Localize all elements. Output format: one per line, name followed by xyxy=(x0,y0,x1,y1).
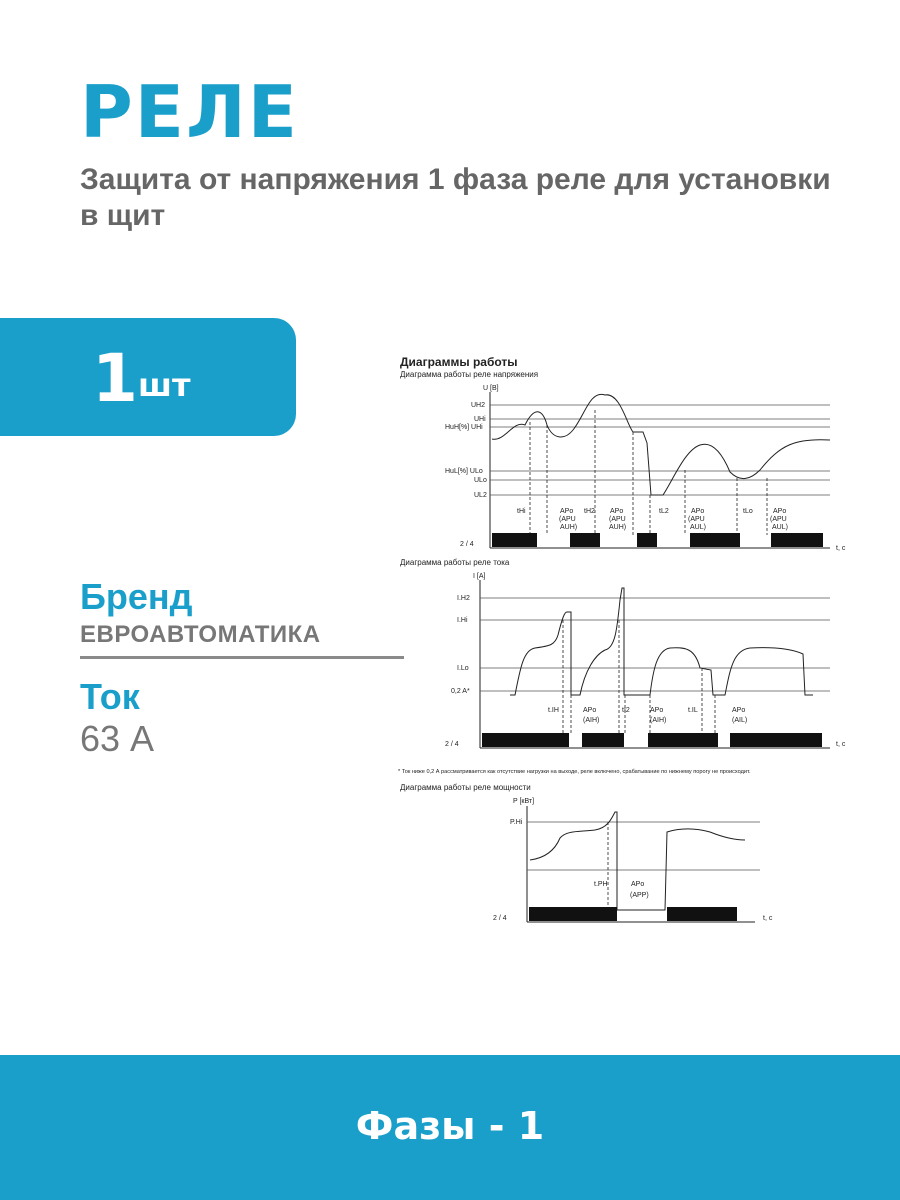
svg-text:tHi: tHi xyxy=(517,508,526,515)
power-level: P.Hi xyxy=(510,819,523,826)
power-timer-labels xyxy=(594,881,649,899)
product-subtitle: Защита от напряжения 1 фаза реле для установки в щит xyxy=(80,163,831,232)
svg-text:AUL): AUL) xyxy=(690,524,706,531)
current-level: I.H2 xyxy=(457,595,470,602)
svg-text:(AIH): (AIH) xyxy=(650,717,667,724)
voltage-title: Диаграмма работы реле напряжения xyxy=(400,370,539,379)
svg-text:t.IL: t.IL xyxy=(688,707,698,714)
current-level: I.Hi xyxy=(457,617,468,624)
svg-text:(APU: (APU xyxy=(559,516,576,523)
svg-text:APo: APo xyxy=(610,508,624,515)
svg-text:APo: APo xyxy=(691,508,705,515)
current-output-label: 2 / 4 xyxy=(445,741,459,748)
svg-text:APo: APo xyxy=(560,508,574,515)
current-label: Ток xyxy=(80,676,140,717)
quantity-number: 1 xyxy=(92,340,138,417)
operation-diagrams xyxy=(395,350,890,930)
svg-text:tI2: tI2 xyxy=(622,707,630,714)
voltage-diagram xyxy=(400,370,846,552)
product-title: РЕЛЕ xyxy=(80,70,299,154)
svg-text:(APP): (APP) xyxy=(630,892,649,899)
svg-text:(APU: (APU xyxy=(688,516,705,523)
current-timer-labels xyxy=(548,707,747,724)
voltage-level: UHi xyxy=(474,416,486,423)
svg-text:APo: APo xyxy=(732,707,746,714)
svg-text:APo: APo xyxy=(650,707,664,714)
svg-text:(AIH): (AIH) xyxy=(583,717,600,724)
power-title: Диаграмма работы реле мощности xyxy=(400,783,531,792)
voltage-axis-y: U [B] xyxy=(483,385,499,392)
svg-text:t.IH: t.IH xyxy=(548,707,559,714)
voltage-axis-x: t, c xyxy=(836,545,846,552)
power-axis-y: P [кВт] xyxy=(513,798,535,805)
power-axis-x: t, c xyxy=(763,915,773,922)
svg-text:APo: APo xyxy=(773,508,787,515)
svg-text:AUH): AUH) xyxy=(560,524,578,531)
current-diagram xyxy=(398,558,846,775)
brand-value: ЕВРОАВТОМАТИКА xyxy=(80,621,321,648)
svg-text:APo: APo xyxy=(631,881,645,888)
svg-text:(APU: (APU xyxy=(770,516,787,523)
voltage-level: ULo xyxy=(474,477,487,484)
current-level: 0,2 A* xyxy=(451,688,470,695)
svg-text:(AIL): (AIL) xyxy=(732,717,748,724)
quantity-unit: шт xyxy=(138,366,191,404)
svg-text:(APU: (APU xyxy=(609,516,626,523)
voltage-timer-labels xyxy=(517,508,788,531)
voltage-level: UL2 xyxy=(474,492,487,499)
phases-label: Фазы - 1 xyxy=(355,1104,545,1148)
brand-label: Бренд xyxy=(80,576,193,617)
voltage-output-label: 2 / 4 xyxy=(460,541,474,548)
svg-text:AUL): AUL) xyxy=(772,524,788,531)
svg-text:APo: APo xyxy=(583,707,597,714)
current-value: 63 А xyxy=(80,718,155,759)
voltage-level: HuH[%] UHi xyxy=(445,424,483,431)
spec-divider xyxy=(80,656,404,659)
power-output-label: 2 / 4 xyxy=(493,915,507,922)
current-axis-x: t, c xyxy=(836,741,846,748)
svg-text:tH2: tH2 xyxy=(584,508,595,515)
current-level: I.Lo xyxy=(457,665,469,672)
voltage-level: HuL[%] ULo xyxy=(445,468,483,475)
current-title: Диаграмма работы реле тока xyxy=(400,558,510,567)
power-diagram xyxy=(400,783,773,922)
voltage-level: UH2 xyxy=(471,402,486,409)
svg-text:tLo: tLo xyxy=(743,508,753,515)
current-axis-y: I [A] xyxy=(473,573,486,580)
svg-text:t.PH: t.PH xyxy=(594,881,608,888)
diagram-heading: Диаграммы работы xyxy=(400,355,518,369)
svg-text:tL2: tL2 xyxy=(659,508,669,515)
svg-text:AUH): AUH) xyxy=(609,524,627,531)
current-note: * Ток ниже 0,2 А рассматривается как отсутствие нагрузки на выходе, реле включено, срабатывание по нижнему порогу не происходит. xyxy=(398,769,751,775)
